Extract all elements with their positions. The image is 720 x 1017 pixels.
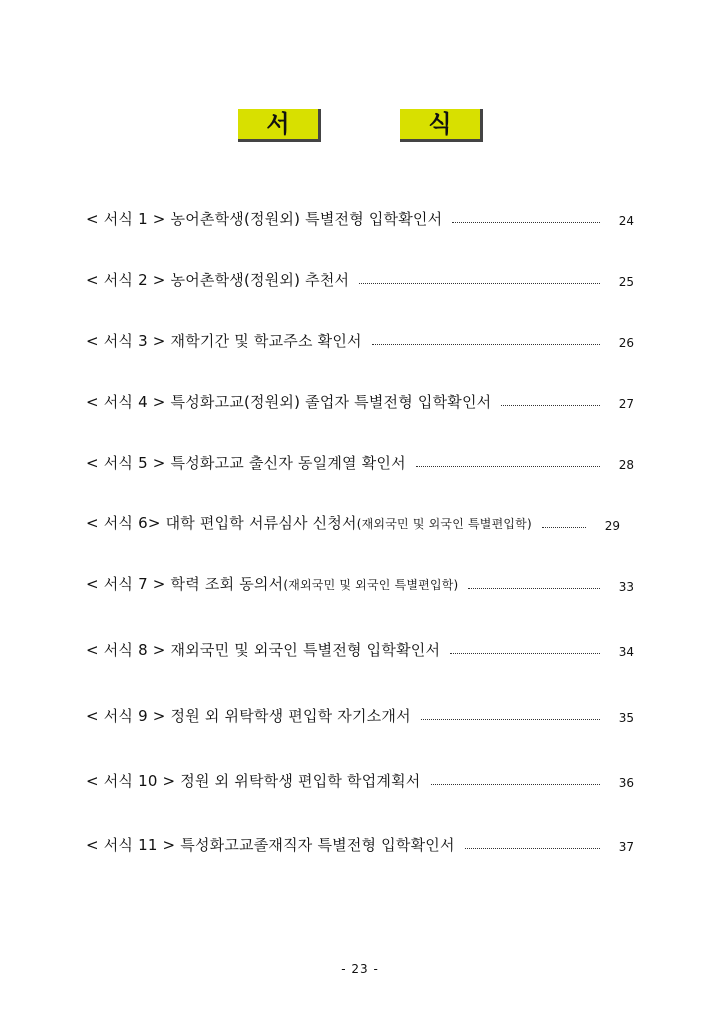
toc-entry-main: < 서식 7 > 학력 조회 동의서 bbox=[86, 575, 284, 593]
toc-row bbox=[86, 203, 634, 229]
toc-entry-label: < 서식 11 > 특성화고교졸재직자 특별전형 입학확인서 bbox=[86, 836, 455, 854]
toc-entry-label: < 서식 10 > 정원 외 위탁학생 편입학 학업계획서 bbox=[86, 772, 421, 790]
title-box bbox=[400, 109, 483, 142]
toc-page-number: 34 bbox=[618, 645, 634, 659]
toc-dot-leader bbox=[416, 466, 600, 467]
toc-entry-main: < 서식 6> 대학 편입학 서류심사 신청서 bbox=[86, 514, 357, 532]
toc-row bbox=[86, 325, 634, 351]
toc-page-number: 25 bbox=[618, 275, 634, 289]
title-char: 서 bbox=[266, 110, 290, 138]
toc-entry-note: (재외국민 및 외국인 특별편입학) bbox=[283, 578, 459, 592]
toc-dot-leader bbox=[431, 784, 601, 785]
title-char: 식 bbox=[428, 110, 452, 138]
toc-dot-leader bbox=[372, 344, 600, 345]
toc-page-number: 35 bbox=[618, 711, 634, 725]
toc-dot-leader bbox=[542, 527, 586, 528]
toc-row bbox=[86, 829, 634, 855]
toc-page-number: 27 bbox=[618, 397, 634, 411]
toc-dot-leader bbox=[468, 588, 600, 589]
toc-dot-leader bbox=[465, 848, 600, 849]
toc-row bbox=[86, 569, 634, 595]
toc-page-number: 33 bbox=[618, 580, 634, 594]
toc-row bbox=[86, 634, 634, 660]
toc-page-number: 29 bbox=[604, 519, 620, 533]
toc-dot-leader bbox=[421, 719, 600, 720]
toc-entry-label: < 서식 5 > 특성화고교 출신자 동일계열 확인서 bbox=[86, 454, 406, 472]
toc-row bbox=[86, 447, 634, 473]
toc-entry-label bbox=[86, 513, 532, 534]
toc-page-number: 36 bbox=[618, 776, 634, 790]
toc-row bbox=[86, 264, 634, 290]
toc-row bbox=[86, 700, 634, 726]
toc-entry-label: < 서식 3 > 재학기간 및 학교주소 확인서 bbox=[86, 332, 362, 350]
toc-dot-leader bbox=[359, 283, 600, 284]
toc-page-number: 26 bbox=[618, 336, 634, 350]
toc-dot-leader bbox=[452, 222, 600, 223]
title-box bbox=[238, 109, 321, 142]
toc-entry-label bbox=[86, 574, 458, 595]
toc-row bbox=[86, 386, 634, 412]
toc-dot-leader bbox=[450, 653, 600, 654]
toc-entry-note: (재외국민 및 외국인 특별편입학) bbox=[356, 517, 532, 531]
toc-entry-label: < 서식 4 > 특성화고교(정원외) 졸업자 특별전형 입학확인서 bbox=[86, 393, 492, 411]
toc-page-number: 37 bbox=[618, 840, 634, 854]
toc-row bbox=[86, 508, 620, 534]
toc-entry-label: < 서식 1 > 농어촌학생(정원외) 특별전형 입학확인서 bbox=[86, 210, 443, 228]
toc-page-number: 28 bbox=[618, 458, 634, 472]
toc-dot-leader bbox=[501, 405, 600, 406]
toc-page-number: 24 bbox=[618, 214, 634, 228]
toc-entry-label: < 서식 8 > 재외국민 및 외국인 특별전형 입학확인서 bbox=[86, 641, 441, 659]
page-number: - 23 - bbox=[341, 962, 379, 976]
toc-entry-label: < 서식 2 > 농어촌학생(정원외) 추천서 bbox=[86, 271, 350, 289]
toc-row bbox=[86, 765, 634, 791]
toc-entry-label: < 서식 9 > 정원 외 위탁학생 편입학 자기소개서 bbox=[86, 707, 411, 725]
